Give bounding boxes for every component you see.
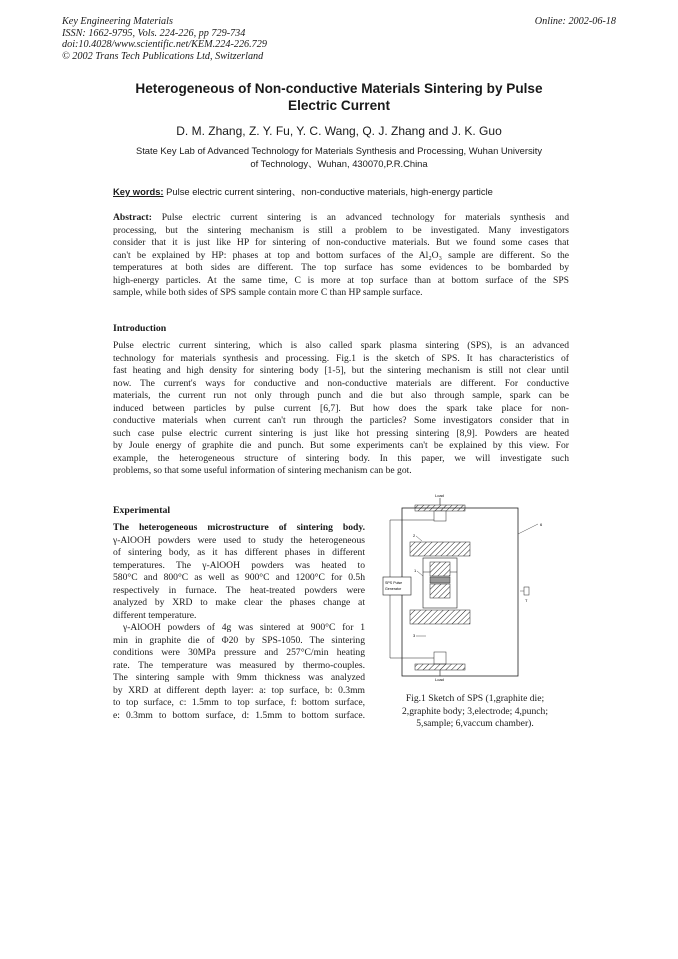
intro-line: technology for materials synthesis and processing. Fig.1 is the sketch of SPS. It has characteristics of [113,352,569,364]
intro-line: fast heating and high density for sintering body [1-5], but the sintering mechanism is still not clear until [113,365,569,376]
journal-header [62,16,267,62]
punch-upper [430,562,450,576]
affiliation-line-1: State Key Lab of Advanced Technology for Materials Synthesis and Processing, Wuhan University [135,145,543,156]
sps-sketch-figure [380,492,550,682]
exp-line: temperatures. The γ-AlOOH powders was heated to [113,559,365,571]
exp-line: of sintering body, as it has different phases in different [113,547,365,558]
exp-line: The sintering sample with 9mm thickness was analyzed [113,672,365,683]
author-list: D. M. Zhang, Z. Y. Fu, Y. C. Wang, Q. J. Zhang and J. K. Guo [176,124,502,138]
exp-line: γ-AlOOH powders were used to study the heterogeneous [113,534,365,546]
exp-line: analyzed by XRD to make clear the phases change at [113,597,365,608]
exp-line: 580°C and 800°C as well as 900°C and 1200°C for 0.5h [113,572,365,583]
abstract-line: sample, while both sides of SPS sample contain more C than HP sample surface. [113,287,423,298]
exp-line: respectively in furnace. The heat-treated powders were [113,584,365,596]
keywords-label: Key words: [113,186,164,197]
leader-6 [518,524,538,534]
keywords-text: Pulse electric current sintering、non-conductive materials, high-energy particle [163,186,493,197]
issn-line: ISSN: 1662-9795, Vols. 224-226, pp 729-734 [62,27,246,39]
sample [430,577,450,583]
title-line-2: Electric Current [288,98,390,113]
abstract-label: Abstract: [113,212,152,223]
leader-1 [417,571,423,576]
intro-line: such case pulse electric current sintering is just like hot pressing sintering [8,9]. Powders are heated [113,427,569,439]
exp-line: to top surface, c: 1.5mm to top surface, f: bottom surface, [113,697,365,708]
load-bottom-label: Load [435,677,444,682]
abstract-line: Abstract: Pulse electric current sintering is an advanced technology for materials synthesis and [113,212,569,223]
abstract-line: temperatures at both sides are different. The top surface has some evidences to be bombarded by [113,262,569,273]
exp-line: different temperature. [113,609,197,621]
affiliation-line-2: of Technology、Wuhan, 430070,P.R.China [250,157,428,169]
doi-line: doi:10.4028/www.scientific.net/KEM.224-226.729 [62,39,267,51]
intro-line: example, the heterogeneous structure of sintering body. In this paper, we will investigate such [113,452,569,464]
keywords [113,184,573,198]
abstract-line: can't be explained by HP: phases at top and bottom surfaces of the Al₂O₃ sample are different. So the [113,249,569,261]
thermocouple [524,587,529,595]
exp-line: conditions were 30MPa pressure and 257°C/min heating [113,647,365,658]
abstract [113,212,569,300]
electrode-top-stem [434,511,446,521]
intro-line: now. The current's ways for conductive and non-conductive materials are different. For conductive [113,377,569,389]
abstract-line: processing, but the sintering mechanism is still a problem to be investigated. Many investigators [113,224,569,236]
upper-graphite-block [410,542,470,556]
exp-line: min in graphite die of Φ20 by SPS-1050. The sintering [113,634,365,646]
abstract-line: high-energy particles. At the same time, C is more at top surface than at bottom surface of the SPS [113,274,569,286]
electrode-top [415,505,465,511]
intro-line: by Joule energy of graphite die and punch. But some experiments can't be explained by this view. For [113,440,569,451]
punch-lower [430,584,450,598]
thermocouple-label: T [525,598,528,603]
exp-line: e: 0.3mm to bottom surface, d: 1.5mm to bottom surface. [113,709,365,721]
generator-label-1: SPS Pulse [385,581,403,585]
label-6: 6 [540,522,543,527]
introduction-heading: Introduction [113,323,167,334]
affiliation [100,145,578,170]
generator-label-2: Generator [385,587,402,591]
intro-line: materials, the current run not only through punch and die but also through sample, spark can be [113,390,569,401]
abstract-line: consider that it is just like HP for sintering of non-conductive materials. But we found some cases that [113,237,569,248]
load-top-label: Load [435,493,444,498]
intro-line: conductive materials when current can't run through the particles? Some investigators consider that in [113,415,569,426]
electrode-bottom [415,664,465,670]
label-3: 3 [413,633,416,638]
copyright-line: © 2002 Trans Tech Publications Ltd, Switzerland [62,50,264,62]
experimental-subheading: The heterogeneous microstructure of sintering body. [113,522,365,533]
title-line-1: Heterogeneous of Non-conductive Materials Sintering by Pulse [135,81,543,96]
exp-line: γ-AlOOH powders of 4g was sintered at 900°C for 1 [123,622,365,633]
journal-name: Key Engineering Materials [62,16,173,27]
paper-title [100,80,578,114]
intro-line: Pulse electric current sintering, which is also called spark plasma sintering (SPS), is an advanced [113,340,569,351]
pulse-generator [383,577,411,595]
label-2: 2 [413,533,416,538]
experimental-text [113,522,365,722]
exp-line: by XRD at different depth layer: a: top surface, b: 0.3mm [113,684,365,696]
experimental-heading: Experimental [113,505,171,516]
caption-line: 5,sample; 6,vaccum chamber). [416,718,534,729]
electrode-bottom-stem [434,652,446,664]
intro-line: problems, so that some useful information of sintering mechanism can be got. [113,465,412,476]
exp-line: rate. The temperature was measured by thermo-couples. [113,659,365,671]
label-1: 1 [414,568,417,573]
online-date: Online: 2002-06-18 [534,16,616,27]
figure-caption [380,693,570,731]
vacuum-chamber [402,508,518,676]
lower-graphite-block [410,610,470,624]
intro-line: induced between particles by pulse current [6,7]. But how does the spark take place for non- [113,402,569,414]
introduction-text [113,340,569,478]
caption-line: Fig.1 Sketch of SPS (1,graphite die; [405,693,545,704]
leader-2 [416,536,422,541]
caption-line: 2,graphite body; 3,electrode; 4,punch; [402,705,548,717]
